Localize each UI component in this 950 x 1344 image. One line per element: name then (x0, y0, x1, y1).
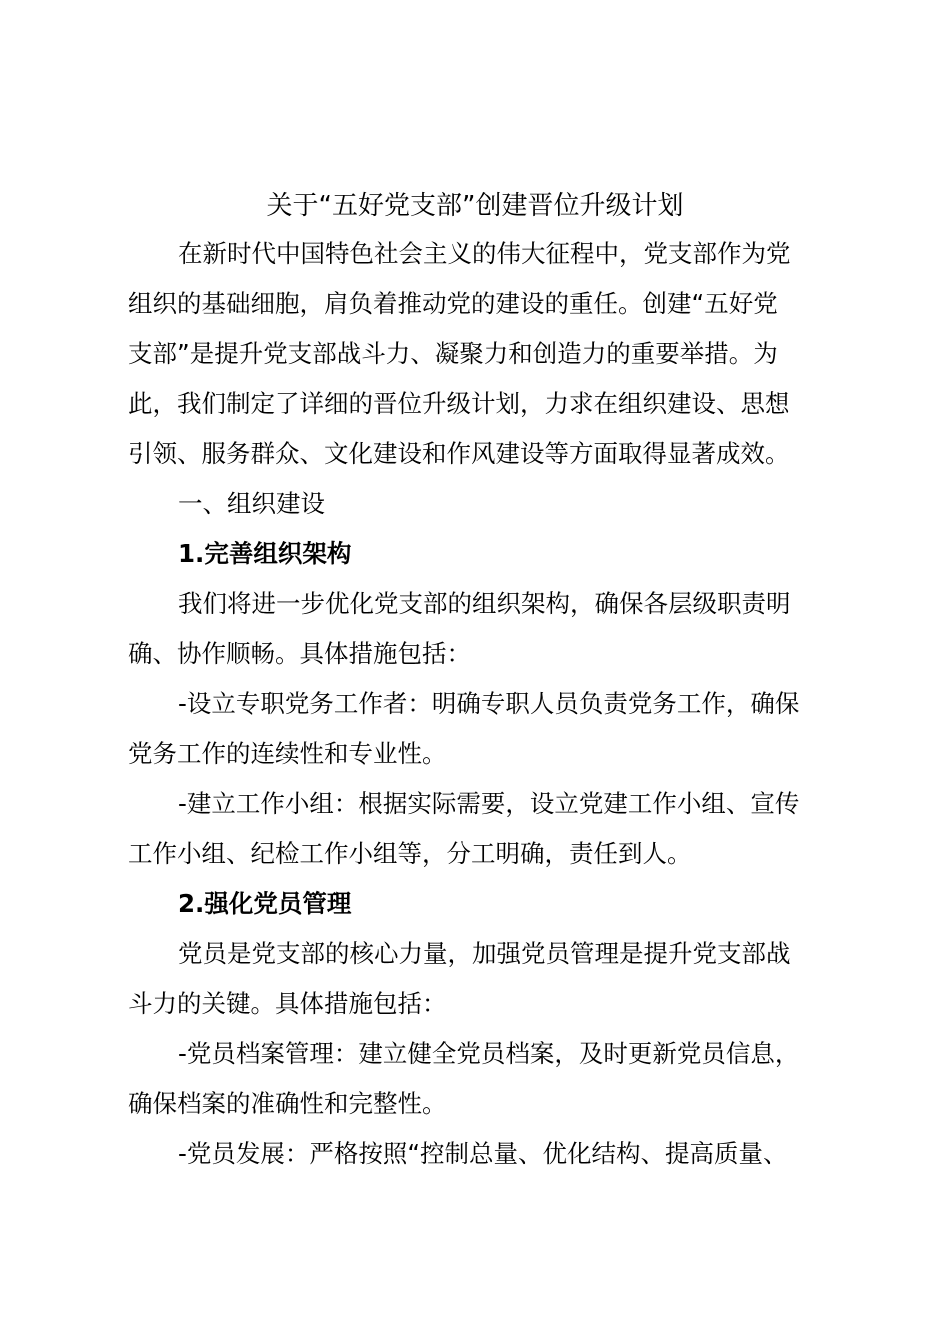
paragraph-line: 确、协作顺畅。具体措施包括： (128, 639, 471, 668)
subsection-heading: 2.强化党员管理 (178, 889, 352, 918)
list-item-line: 党务工作的连续性和专业性。 (128, 739, 447, 768)
list-item-line: -建立工作小组：根据实际需要，设立党建工作小组、宣传 (178, 789, 800, 818)
list-item-line: 确保档案的准确性和完整性。 (128, 1089, 447, 1118)
paragraph-line: 组织的基础细胞，肩负着推动党的建设的重任。创建“五好党 (128, 289, 778, 318)
paragraph-line: 在新时代中国特色社会主义的伟大征程中，党支部作为党 (178, 239, 791, 268)
list-item-line: -党员档案管理：建立健全党员档案，及时更新党员信息， (178, 1039, 800, 1068)
paragraph-line: 斗力的关键。具体措施包括： (128, 989, 447, 1018)
list-item-line: 工作小组、纪检工作小组等，分工明确，责任到人。 (128, 839, 692, 868)
paragraph-line: 此，我们制定了详细的晋位升级计划，力求在组织建设、思想 (128, 389, 790, 418)
paragraph-line: 引领、服务群众、文化建设和作风建设等方面取得显著成效。 (128, 439, 790, 468)
document-title: 关于“五好党支部”创建晋位升级计划 (266, 191, 684, 221)
paragraph-line: 支部”是提升党支部战斗力、凝聚力和创造力的重要举措。为 (128, 339, 778, 368)
section-heading: 一、组织建设 (178, 489, 325, 518)
list-item-line: -设立专职党务工作者：明确专职人员负责党务工作，确保 (178, 689, 800, 718)
paragraph-line: 我们将进一步优化党支部的组织架构，确保各层级职责明 (178, 589, 791, 618)
subsection-heading: 1.完善组织架构 (178, 539, 352, 568)
paragraph-line: 党员是党支部的核心力量，加强党员管理是提升党支部战 (178, 939, 791, 968)
list-item-line: -党员发展：严格按照“控制总量、优化结构、提高质量、 (178, 1139, 788, 1168)
